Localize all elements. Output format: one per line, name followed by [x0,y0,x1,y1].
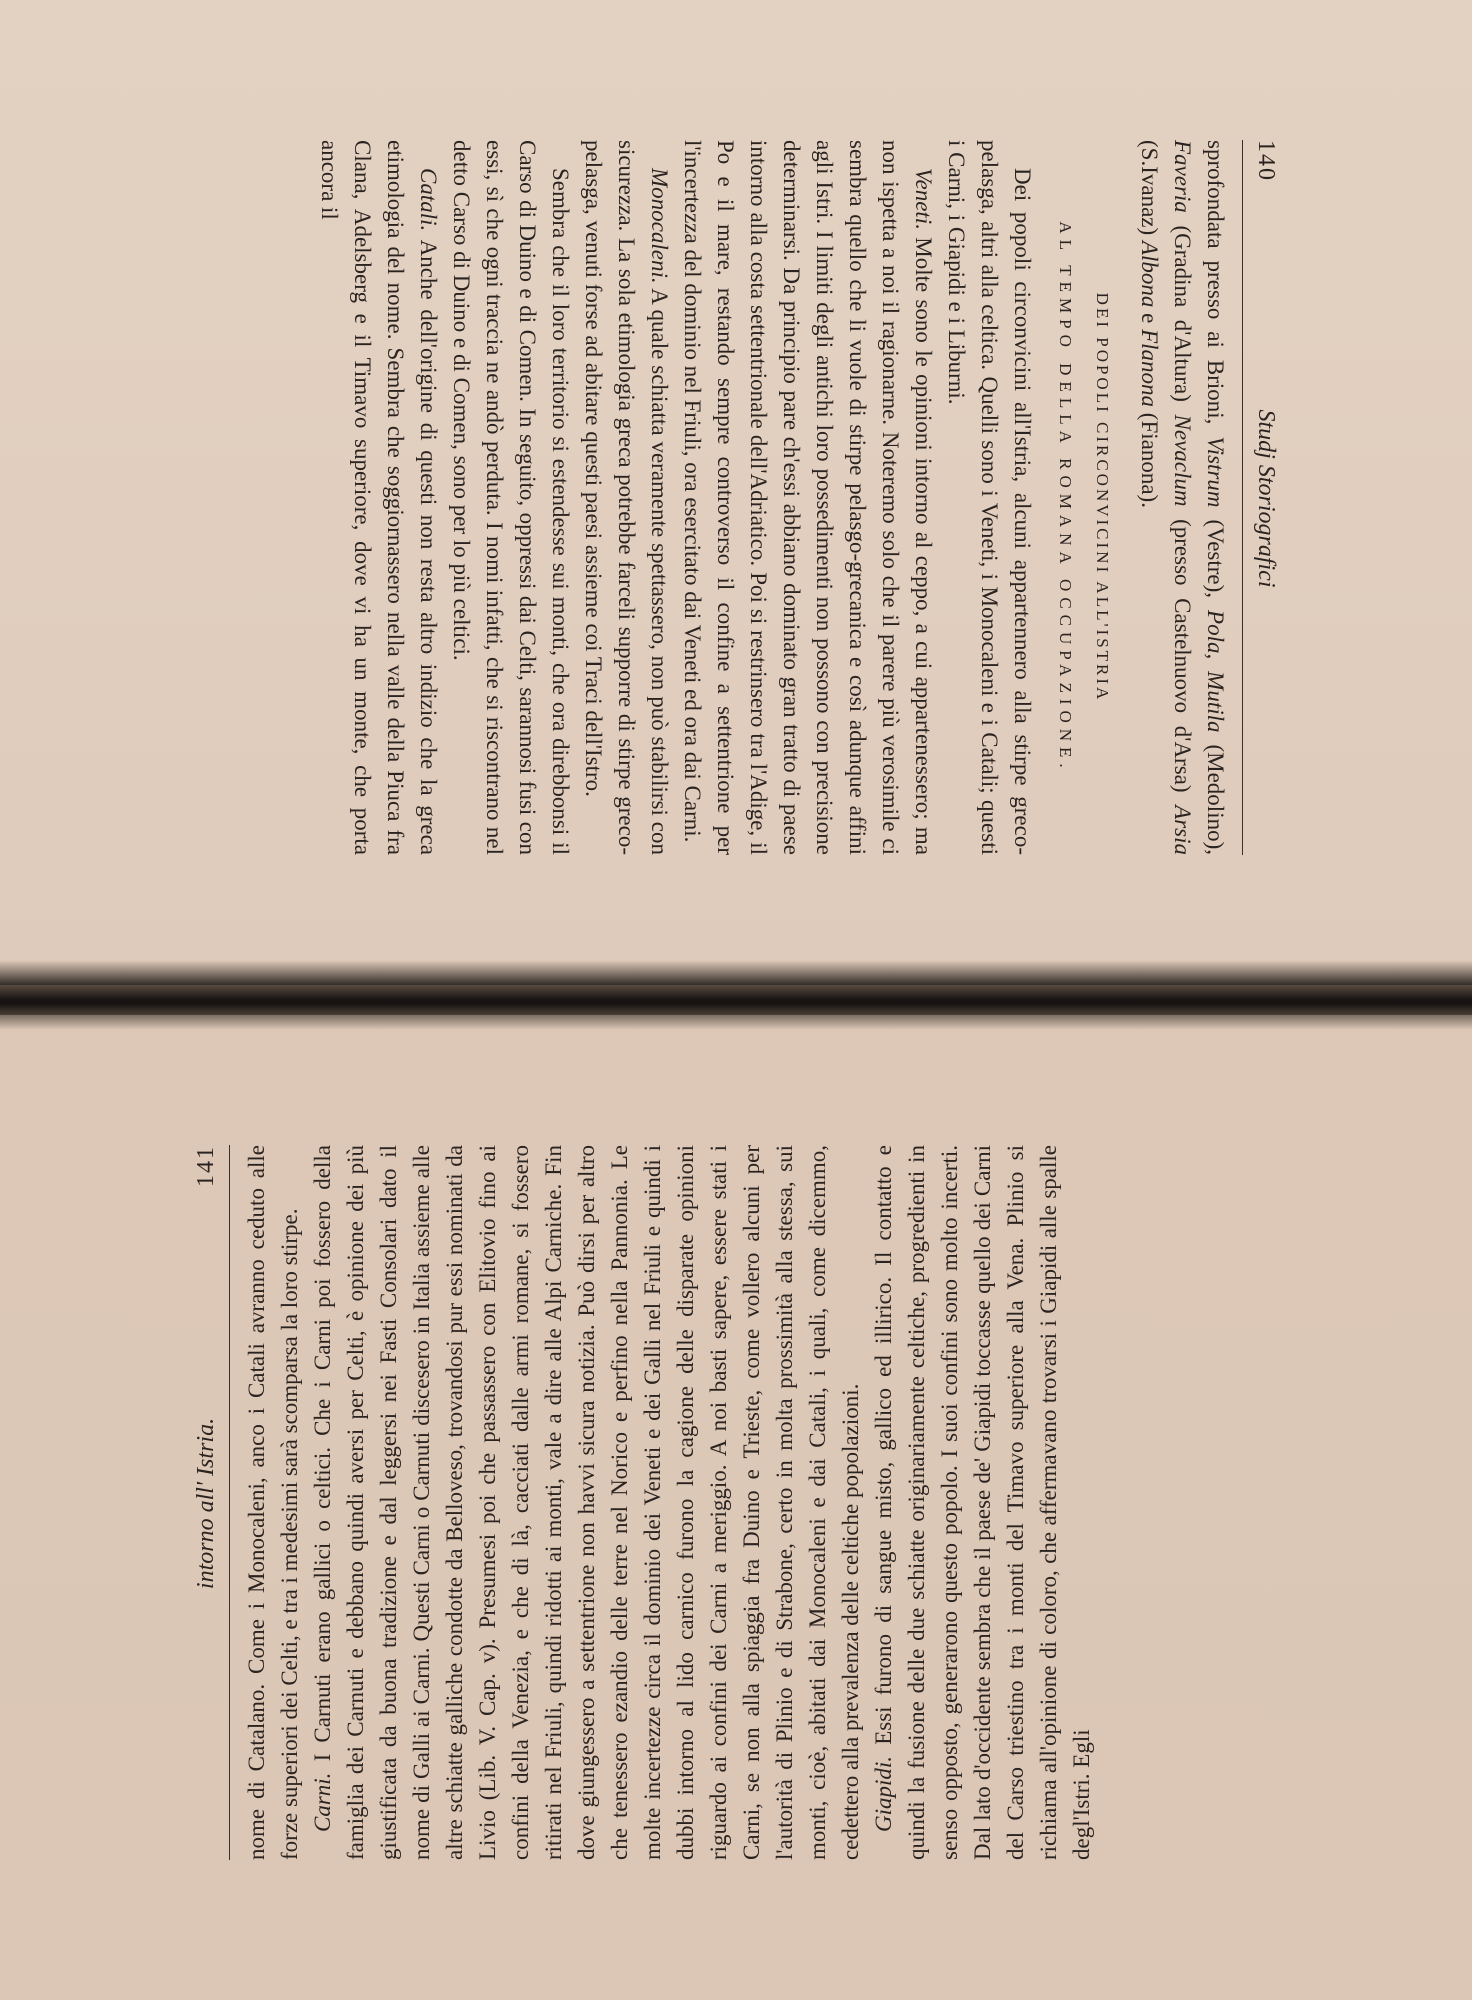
paragraph-body: A quale schiatta veramente spettassero, non può stabilirsi con sicurezza. La sola etimologia greca potrebbe farceli supporre di stirpe greco-pelasga, venuti forse ad abitare questi paesi assieme coi Traci dell'Istro. [581,140,672,855]
section-subtitle: AL TEMPO DELLA ROMANA OCCUPAZIONE. [1056,221,1075,774]
page-140-header [1242,140,1282,855]
italic-place-name: Flanona [1137,329,1162,408]
text-run: (Fianona). [1137,407,1162,508]
text-run: (Medolino), [1203,732,1228,855]
book-gutter [0,985,1472,1015]
paragraph-lead-italic: Giapidi. [871,1755,896,1832]
text-run: (presso Castelnuovo d'Arsa) [1170,506,1195,806]
paragraph-veneti [676,140,940,855]
page-141-rotated [0,1015,1472,2000]
paragraph-territory: Sembra che il loro territorio si estendesse sui monti, che ora direbbonsi il Carso di Duino e di Comen. In seguito, oppressi dai Celti, sarannosi fusi con essi, sì che ogni traccia ne andò perduta. I nomi infatti, che si riscontrano nel detto Carso di Duino e di Comen, sono per lo più celtici. [449,140,573,855]
paragraph-giapidi [867,1145,1098,1860]
italic-place-name: Nevaclum [1170,414,1195,507]
page-141-header [190,1145,230,1860]
paragraph-continued [1133,140,1232,855]
italic-place-name: Pola, Mutila [1203,610,1228,733]
page-number: 140 [1253,140,1279,182]
text-run: sprofondata presso ai Brioni, [1203,140,1228,437]
italic-place-name: Faveria [1170,140,1195,213]
paragraph-body: Anche dell'origine di questi non resta altro indizio che la greca etimologia del nome. Sembra che soggiornassero nella valle della Piuca fra Clana, Adelsberg e il Timavo superiore, dove vi ha un monte, che porta ancora il [317,140,441,855]
paragraph-monocaleni [577,140,676,855]
section-title: DEI POPOLI CIRCONVICINI ALL'ISTRIA [1093,292,1112,703]
page-140-content [313,140,1282,855]
paragraph-lead-italic: Carni. [310,1772,335,1832]
text-run: (Vestre), [1203,507,1228,611]
text-run: (Gradina d'Altura) [1170,212,1195,415]
text-run: (S.Ivanaz) [1137,140,1162,241]
paragraph-carni [306,1145,867,1860]
page-number: 141 [193,1145,219,1187]
paragraph-body: Essi furono di sangue misto, gallico ed illirico. Il contatto e quindi la fusione delle due schiatte originariamente celtiche, progredienti in senso opposto, generarono questo popolo. I suoi confini sono molto incerti. Dal lato d'occidente sembra che il paese de' Giapidi toccasse quello dei Carni del Carso triestino tra i monti del Timavo superiore alla Vena. Plinio si richiama all'opinione di coloro, che affermavano trovarsi i Giapidi alle spalle degl'Istri. Egli [871,1145,1094,1860]
paragraph-lead-italic: Catali. [416,168,441,232]
running-title: intorno all' Istria. [193,1417,219,1590]
text-run: e [1137,307,1162,330]
page-141 [0,1015,1472,2000]
page-140 [0,0,1472,985]
paragraph-lead-italic: Veneti. [911,168,936,230]
italic-place-name: Albona [1137,240,1162,308]
italic-place-name: Vistrum [1203,436,1228,508]
paragraph-body: Molte sono le opinioni intorno al ceppo, a cui appartenessero; ma non ispetta a noi il ragionarne. Noteremo solo che il parere più verosimile ci sembra quello che li vuole di stirpe pelasgo-grecanica e così adunque affini agli Istri. I limiti degli antichi loro possedimenti non possono con precisione determinarsi. Da principio pare ch'essi abbiano dominato gran tratto di paese intorno alla costa settentrionale dell'Adriatico. Poi si restrinsero tra l'Adige, il Po e il mare, restando sempre controverso il confine a settentrione per l'incertezza del dominio nel Friuli, ora esercitato dai Veneti ed ora dai Carni. [680,140,936,855]
paragraph-lead-italic: Monocaleni. [647,168,672,284]
page-140-rotated [0,0,1472,985]
italic-place-name: Arsia [1170,805,1195,856]
paragraph-intro: Dei popoli circonvicini all'Istria, alcuni appartennero alla stirpe greco-pelasga, altri alla celtica. Quelli sono i Veneti, i Monocaleni e i Catali; questi i Carni, i Giapidi e i Liburni. [944,140,1035,855]
paragraph-catali [313,140,445,855]
paragraph-body: I Carnuti erano gallici o celtici. Che i Carni poi fossero della famiglia dei Carnuti e debbano quindi aversi per Celti, è opinione dei più giustificata da buona tradizione e dal leggersi nei Fasti Consolari dato il nome di Galli ai Carni. Questi Carni o Carnuti discesero in Italia assieme alle altre schiatte galliche condotte da Belloveso, trovandosi pur essi nominati da Livio (Lib. V. Cap. v). Presumesi poi che passassero con Elitovio fino ai confini della Venezia, e che di là, cacciati dalle armi romane, si fossero ritirati nel Friuli, quindi ridotti ai monti, vale a dire alle Alpi Carniche. Fin dove giungessero a settentrione non havvi sicura notizia. Può dirsi per altro che tenessero ezandio delle terre nel Norico e perfino nella Pannonia. Le molte incertezze circa il dominio dei Veneti e dei Galli nel Friuli e quindi i dubbi intorno al lido carnico furono la cagione delle disparate opinioni riguardo ai confini dei Carni a meriggio. A noi basti sapere, essere stati i Carni, se non alla spiaggia fra Duino e Trieste, come vollero alcuni per l'autorità di Plinio e di Strabone, certo in molta prossimità alla stessa, sui monti, cioè, abitati dai Monocaleni e dai Catali, i quali, come dicemmo, cedettero alla prevalenza delle celtiche popolazioni. [310,1145,863,1860]
page-141-content [190,1145,1098,1860]
paragraph-continued: nome di Catalano. Come i Monocaleni, anco i Catali avranno ceduto alle forze superiori dei Celti, e tra i medesimi sarà scomparsa la loro stirpe. [244,1145,302,1860]
running-title: Studj Storiografici [1253,409,1279,588]
